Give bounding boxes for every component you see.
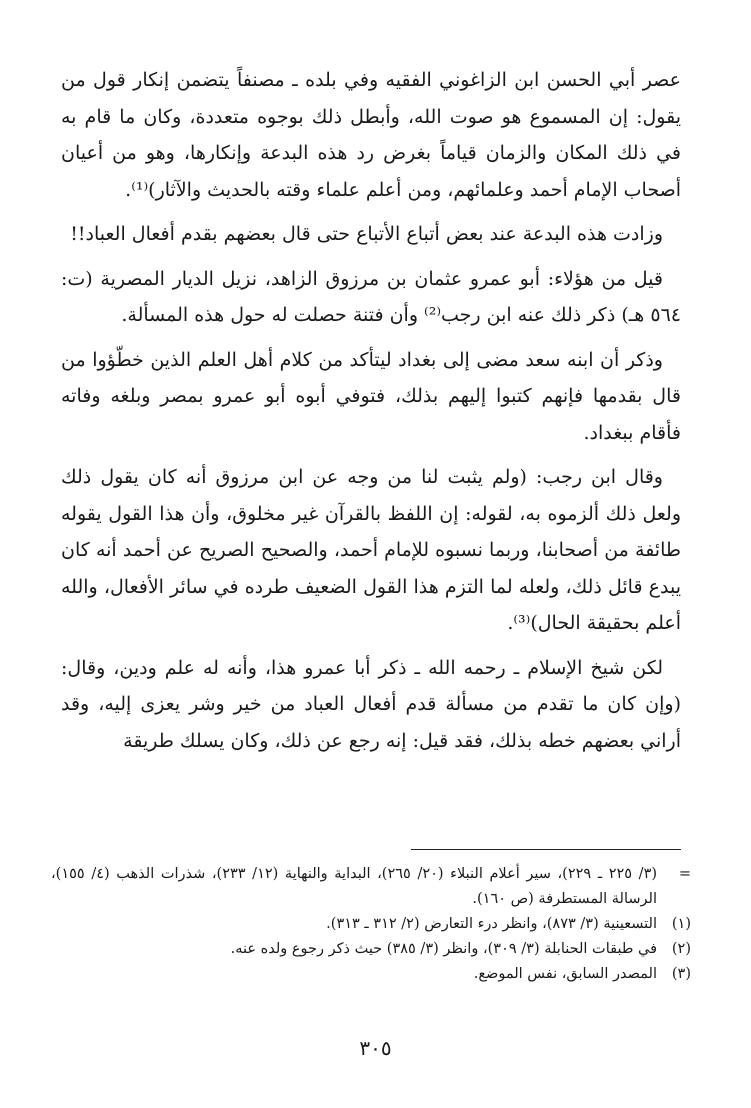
paragraph: لكن شيخ الإسلام ـ رحمه الله ـ ذكر أبا عمرو هذا، وأنه له علم ودين، وقال: (وإن كان ما تقدم من مسألة قدم أفعال العباد من خير وشر يعزى إليه، وقد أراني بعضهم خطه بذلك، فقد قيل: إنه رجع عن ذلك، وكان يسلك طريقة: [61, 656, 681, 752]
footnote: [51, 862, 691, 912]
footnote-number: (٢): [671, 941, 691, 957]
footnote: [51, 937, 691, 962]
footnote-number: =: [678, 866, 691, 882]
footnote-text: (٣/ ٢٢٥ ـ ٢٢٩)، سير أعلام النبلاء (٢٠/ ٢٦٥)، البداية والنهاية (١٢/ ٢٣٣)، شذرات الذهب (٤/ ١٥٥)، الرسالة المستطرفة (ص ١٦٠).: [51, 866, 658, 907]
footnote-text: في طبقات الحنابلة (٣/ ٣٠٩)، وانظر (٣/ ٣٨٥) حيث ذكر رجوع ولده عنه.: [230, 941, 657, 957]
footnote-number: (٣): [671, 966, 691, 982]
footnote-text: المصدر السابق، نفس الموضع.: [473, 966, 657, 982]
footnote-text: التسعينية (٣/ ٨٧٣)، وانظر درء التعارض (٢/ ٣١٢ ـ ٣١٣).: [326, 916, 657, 932]
paragraph: وذكر أن ابنه سعد مضى إلى بغداد ليتأكد من كلام أهل العلم الذين خطّؤوا من قال بقدمها فإنهم كتبوا إليهم بذلك، فتوفي أبوه أبو عمرو بمصر وبلغه وفاته فأقام ببغداد.: [61, 348, 681, 444]
paragraph: عصر أبي الحسن ابن الزاغوني الفقيه وفي بلده ـ مصنفاً يتضمن إنكار قول من يقول: إن المسموع هو صوت الله، وأبطل ذلك بوجوه متعددة، وكان ما قام به في ذلك المكان والزمان قياماً بغرض رد هذه البدعة وإنكارها، وهو من أعيان أصحاب الإمام أحمد وعلمائهم، ومن أعلم علماء وقته بالحديث والآثار)⁽¹⁾.: [61, 69, 681, 201]
paragraph: وقال ابن رجب: (ولم يثبت لنا من وجه عن ابن مرزوق أنه كان يقول ذلك ولعل ذلك ألزموه به، لقوله: إن اللفظ بالقرآن غير مخلوق، وأن هذا القول يقوله طائفة من أصحابنا، وربما نسبوه للإمام أحمد، والصحيح الصريح عن أحمد أنه كان يبدع قائل ذلك، ولعله لما التزم هذا القول الضعيف طرده في سائر الأفعال، والله أعلم بحقيقة الحال)⁽³⁾.: [61, 466, 681, 634]
footnote: [51, 912, 691, 937]
main-text: [61, 62, 681, 767]
footnote-separator: [411, 849, 681, 850]
page-number: ٣٠٥: [359, 1036, 392, 1060]
footnotes: [51, 862, 691, 987]
paragraph: وزادت هذه البدعة عند بعض أتباع الأتباع حتى قال بعضهم بقدم أفعال العباد!!: [70, 223, 663, 245]
footnote: [51, 962, 691, 987]
paragraph: قيل من هؤلاء: أبو عمرو عثمان بن مرزوق الزاهد، نزيل الديار المصرية (ت: ٥٦٤ هـ) ذكر ذلك عنه ابن رجب⁽²⁾ وأن فتنة حصلت له حول هذه المسألة.: [61, 267, 681, 326]
footnote-number: (١): [671, 916, 691, 932]
